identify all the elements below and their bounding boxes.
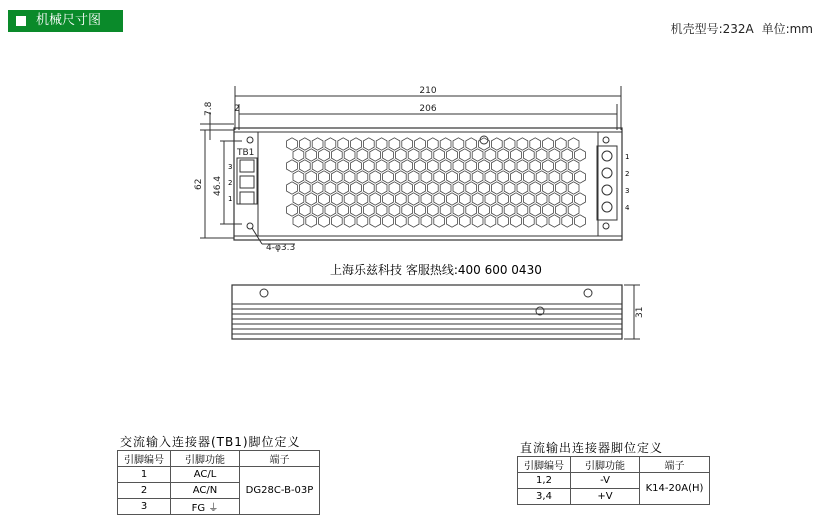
vent-hole (459, 193, 470, 205)
col-func-header: 引脚功能 (571, 457, 640, 473)
vent-hole (427, 182, 438, 194)
vent-hole (312, 204, 323, 216)
vent-hole (351, 160, 362, 172)
vent-hole (543, 160, 554, 172)
output-terminal-block (602, 151, 630, 212)
vent-hole (306, 149, 317, 161)
ground-icon: ⏚ (208, 503, 219, 514)
input-pin-table (117, 450, 320, 515)
vent-hole (549, 193, 560, 205)
vent-hole (447, 215, 458, 227)
vent-hole (312, 182, 323, 194)
output-pin (602, 185, 612, 195)
col-pin-header: 引脚编号 (518, 457, 571, 473)
vent-hole (383, 215, 394, 227)
vent-hole (453, 182, 464, 194)
tb1-pin (240, 192, 254, 204)
vent-hole (466, 182, 477, 194)
vent-hole (472, 149, 483, 161)
vent-hole (434, 171, 445, 183)
vent-hole (312, 160, 323, 172)
vent-hole (395, 171, 406, 183)
tb1-label: TB1 (237, 148, 255, 158)
vent-hole (408, 171, 419, 183)
vent-hole (357, 215, 368, 227)
vent-hole (523, 193, 534, 205)
vent-hole (331, 215, 342, 227)
vent-hole (459, 215, 470, 227)
input-table-title: 交流输入连接器(TB1)脚位定义 (120, 435, 301, 449)
vent-hole (376, 138, 387, 150)
vent-hole (575, 193, 586, 205)
vent-hole (472, 215, 483, 227)
vent-hole (363, 182, 374, 194)
vent-hole (344, 171, 355, 183)
vent-hole (427, 160, 438, 172)
vent-hole (517, 138, 528, 150)
vent-hole (511, 171, 522, 183)
vent-hole (306, 171, 317, 183)
output-pin (602, 202, 612, 212)
func-cell: +V (571, 489, 640, 505)
vent-hole (415, 160, 426, 172)
vent-hole (530, 204, 541, 216)
vent-hole (459, 171, 470, 183)
vent-hole (562, 193, 573, 205)
pin-cell: 2 (118, 483, 171, 499)
vent-hole (319, 193, 330, 205)
vent-hole (466, 138, 477, 150)
tb1-pin-label: 2 (228, 179, 233, 187)
func-cell (171, 499, 240, 515)
dim-top-margin: 7.8 (204, 101, 214, 116)
vent-hole (402, 204, 413, 216)
vent-hole (530, 160, 541, 172)
vent-hole (319, 215, 330, 227)
vent-hole (344, 193, 355, 205)
vent-hole (434, 149, 445, 161)
vent-hole (568, 160, 579, 172)
vent-hole (466, 204, 477, 216)
func-cell: AC/N (171, 483, 240, 499)
vent-hole (395, 149, 406, 161)
vent-hole (504, 160, 515, 172)
vent-hole (562, 149, 573, 161)
vent-hole (370, 171, 381, 183)
vent-hole (549, 149, 560, 161)
vent-pattern (287, 138, 586, 227)
vent-hole (287, 138, 298, 150)
vent-hole (363, 160, 374, 172)
tb1-pin-label: 1 (228, 195, 233, 203)
vent-hole (453, 160, 464, 172)
vent-hole (472, 171, 483, 183)
vent-hole (434, 193, 445, 205)
output-pin-table (517, 456, 710, 505)
tb1-pin (240, 160, 254, 172)
vent-hole (351, 182, 362, 194)
vent-hole (427, 138, 438, 150)
vent-hole (370, 149, 381, 161)
vent-hole (402, 160, 413, 172)
vent-hole (536, 149, 547, 161)
vent-hole (363, 204, 374, 216)
vent-hole (376, 204, 387, 216)
vent-hole (306, 215, 317, 227)
vent-hole (440, 182, 451, 194)
vent-hole (555, 160, 566, 172)
table-row (518, 473, 710, 489)
vent-hole (331, 193, 342, 205)
vent-hole (395, 193, 406, 205)
vent-hole (543, 204, 554, 216)
vent-hole (299, 160, 310, 172)
vent-hole (319, 149, 330, 161)
vent-hole (562, 171, 573, 183)
vent-hole (504, 204, 515, 216)
vent-hole (555, 182, 566, 194)
func-cell: -V (571, 473, 640, 489)
vent-hole (543, 138, 554, 150)
vent-hole (383, 149, 394, 161)
section-title: 机械尺寸图 (36, 13, 102, 28)
pin-cell: 1 (118, 467, 171, 483)
vent-hole (325, 204, 336, 216)
vent-hole (408, 193, 419, 205)
vent-hole (299, 182, 310, 194)
vent-hole (523, 215, 534, 227)
vent-hole (408, 149, 419, 161)
dim-hole-height: 46.4 (213, 175, 223, 196)
table-row (118, 467, 320, 483)
vent-hole (523, 149, 534, 161)
vent-hole (523, 171, 534, 183)
vent-hole (568, 204, 579, 216)
vent-hole (498, 149, 509, 161)
vent-hole (319, 171, 330, 183)
case-label: 机壳型号:232A (670, 22, 754, 36)
dim-hole-spec: 4-φ3.3 (266, 243, 296, 253)
vent-hole (287, 160, 298, 172)
vent-hole (389, 204, 400, 216)
vent-hole (504, 182, 515, 194)
vent-hole (568, 182, 579, 194)
vent-hole (344, 215, 355, 227)
dim-height: 62 (194, 178, 204, 190)
vent-hole (555, 138, 566, 150)
vent-hole (331, 149, 342, 161)
vent-hole (536, 193, 547, 205)
vent-hole (370, 193, 381, 205)
vent-hole (440, 138, 451, 150)
output-pin (602, 168, 612, 178)
func-cell: AC/L (171, 467, 240, 483)
vent-hole (287, 204, 298, 216)
dim-inner-width: 206 (419, 104, 437, 114)
vent-hole (351, 204, 362, 216)
vent-hole (421, 215, 432, 227)
vent-hole (376, 182, 387, 194)
vent-hole (575, 215, 586, 227)
vent-hole (287, 182, 298, 194)
vent-hole (485, 149, 496, 161)
vent-hole (479, 204, 490, 216)
pin-cell: 1,2 (518, 473, 571, 489)
vent-hole (312, 138, 323, 150)
vent-hole (491, 138, 502, 150)
vent-hole (530, 138, 541, 150)
vent-hole (370, 215, 381, 227)
vent-hole (427, 204, 438, 216)
vent-hole (530, 182, 541, 194)
output-pin-label: 4 (625, 204, 630, 212)
terminal-cell: K14-20A(H) (640, 473, 710, 505)
vent-hole (472, 193, 483, 205)
vent-hole (479, 182, 490, 194)
func-text: FG (191, 503, 206, 514)
col-terminal-header: 端子 (640, 457, 710, 473)
vent-hole (293, 193, 304, 205)
hotline-text: 上海乐兹科技 客服热线:400 600 0430 (330, 263, 542, 277)
vent-hole (459, 149, 470, 161)
vent-hole (536, 215, 547, 227)
vent-hole (453, 204, 464, 216)
vent-hole (511, 193, 522, 205)
vent-hole (389, 160, 400, 172)
tb1-pin (240, 176, 254, 188)
vent-hole (299, 138, 310, 150)
vent-hole (376, 160, 387, 172)
tb1-terminal-block (228, 160, 254, 204)
vent-hole (421, 149, 432, 161)
vent-hole (338, 182, 349, 194)
vent-hole (447, 193, 458, 205)
vent-hole (434, 215, 445, 227)
vent-hole (338, 204, 349, 216)
vent-hole (575, 149, 586, 161)
tb1-pin-label: 3 (228, 163, 233, 171)
vent-hole (575, 171, 586, 183)
dim-total-width: 210 (419, 86, 437, 96)
vent-hole (453, 138, 464, 150)
pin-cell: 3 (118, 499, 171, 515)
vent-hole (415, 204, 426, 216)
vent-hole (498, 171, 509, 183)
vent-hole (517, 182, 528, 194)
vent-hole (402, 182, 413, 194)
vent-hole (363, 138, 374, 150)
vent-hole (485, 215, 496, 227)
vent-hole (440, 160, 451, 172)
vent-hole (504, 138, 515, 150)
vent-hole (306, 193, 317, 205)
vent-hole (357, 171, 368, 183)
vent-hole (338, 138, 349, 150)
vent-hole (383, 171, 394, 183)
vent-hole (447, 149, 458, 161)
vent-hole (549, 215, 560, 227)
output-pin-label: 3 (625, 187, 630, 195)
pin-cell: 3,4 (518, 489, 571, 505)
vent-hole (408, 215, 419, 227)
vent-hole (389, 138, 400, 150)
vent-hole (491, 160, 502, 172)
vent-hole (351, 138, 362, 150)
vent-hole (395, 215, 406, 227)
vent-hole (491, 204, 502, 216)
vent-hole (331, 171, 342, 183)
vent-hole (415, 138, 426, 150)
vent-hole (357, 149, 368, 161)
vent-hole (421, 193, 432, 205)
output-pin (602, 151, 612, 161)
col-pin-header: 引脚编号 (118, 451, 171, 467)
vent-hole (293, 215, 304, 227)
terminal-cell: DG28C-B-03P (240, 467, 320, 515)
vent-hole (479, 160, 490, 172)
vent-hole (485, 171, 496, 183)
vent-hole (338, 160, 349, 172)
dim-offset: 2 (234, 104, 240, 114)
col-func-header: 引脚功能 (171, 451, 240, 467)
vent-hole (543, 182, 554, 194)
vent-hole (325, 160, 336, 172)
vent-hole (485, 193, 496, 205)
vent-hole (421, 171, 432, 183)
vent-hole (293, 171, 304, 183)
output-pin-label: 1 (625, 153, 630, 161)
vent-hole (498, 193, 509, 205)
col-terminal-header: 端子 (240, 451, 320, 467)
vent-hole (299, 204, 310, 216)
unit-label: 单位:mm (761, 22, 813, 36)
vent-hole (389, 182, 400, 194)
vent-hole (549, 171, 560, 183)
vent-hole (402, 138, 413, 150)
vent-hole (511, 149, 522, 161)
vent-hole (325, 138, 336, 150)
output-table-title: 直流输出连接器脚位定义 (520, 441, 664, 455)
vent-hole (325, 182, 336, 194)
vent-hole (293, 149, 304, 161)
vent-hole (491, 182, 502, 194)
vent-hole (383, 193, 394, 205)
vent-hole (536, 171, 547, 183)
output-pin-label: 2 (625, 170, 630, 178)
dim-side-height: 31 (635, 306, 645, 318)
vent-hole (440, 204, 451, 216)
vent-hole (517, 160, 528, 172)
vent-hole (517, 204, 528, 216)
vent-hole (511, 215, 522, 227)
vent-hole (562, 215, 573, 227)
vent-hole (447, 171, 458, 183)
vent-hole (357, 193, 368, 205)
vent-hole (415, 182, 426, 194)
vent-hole (344, 149, 355, 161)
vent-hole (498, 215, 509, 227)
vent-hole (555, 204, 566, 216)
vent-hole (466, 160, 477, 172)
vent-hole (568, 138, 579, 150)
